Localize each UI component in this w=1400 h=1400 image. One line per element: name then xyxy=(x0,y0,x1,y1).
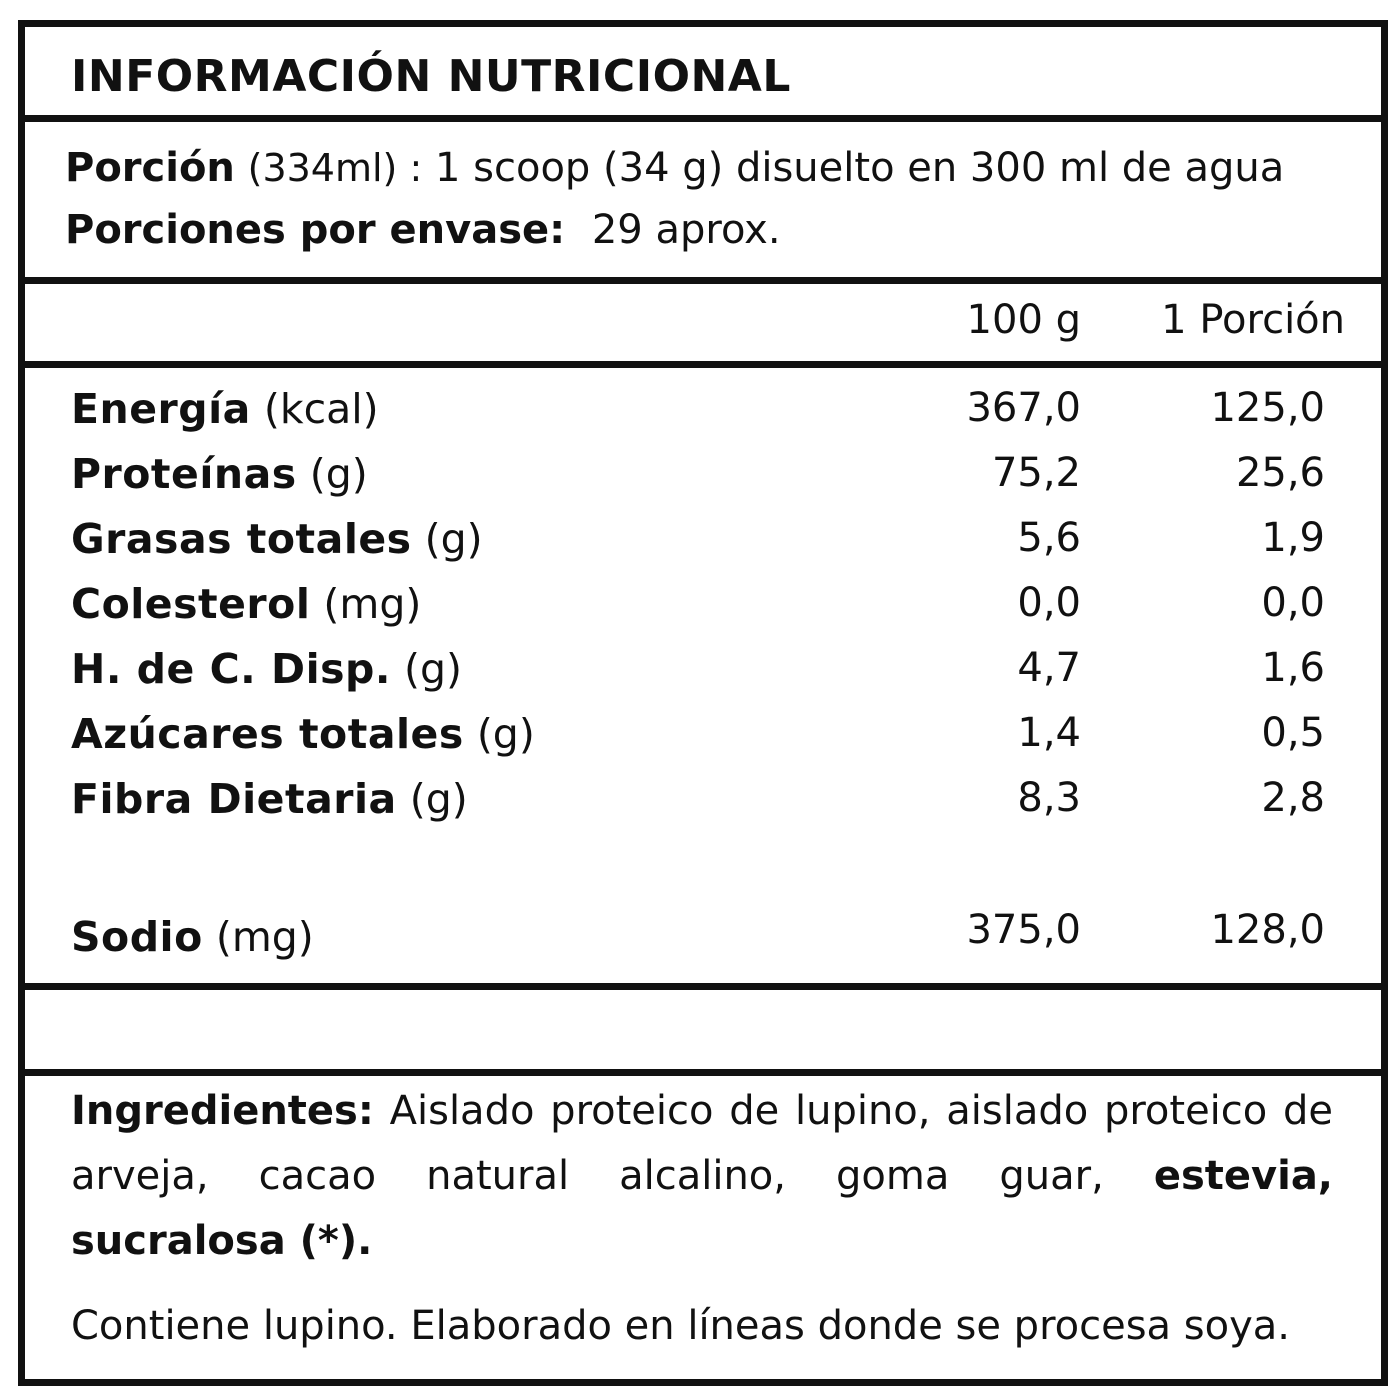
nutrient-unit: (g) xyxy=(409,775,468,823)
ingredients-label: Ingredientes: xyxy=(71,1088,374,1134)
nutrient-name: Grasas totales xyxy=(71,515,412,563)
nutrient-unit: (mg) xyxy=(323,580,422,628)
nutrient-unit: (mg) xyxy=(215,913,314,961)
servings-per-package xyxy=(65,207,781,253)
value-portion: 1,9 xyxy=(1261,515,1325,561)
ingredients-sweeteners: estevia, sucralosa (*). xyxy=(71,1153,1334,1264)
nutrition-label xyxy=(18,20,1388,1386)
nutrient-name: Colesterol xyxy=(71,580,311,628)
nutrient-unit: (g) xyxy=(404,645,463,693)
column-header-100g: 100 g xyxy=(966,297,1081,343)
value-100g: 8,3 xyxy=(1017,775,1081,821)
value-portion: 25,6 xyxy=(1235,450,1325,496)
column-header-portion: 1 Porción xyxy=(1161,297,1345,343)
ingredients-text xyxy=(71,1079,1333,1274)
nutrient-unit: (kcal) xyxy=(263,385,379,433)
serving-volume: (334ml) : xyxy=(247,146,423,190)
value-100g: 0,0 xyxy=(1017,580,1081,626)
nutrient-row-protein xyxy=(25,450,1381,510)
nutrient-name: Fibra Dietaria xyxy=(71,775,397,823)
value-100g: 5,6 xyxy=(1017,515,1081,561)
nutrient-row-energy xyxy=(25,385,1381,445)
nutrient-unit: (g) xyxy=(476,710,535,758)
value-portion: 0,0 xyxy=(1261,580,1325,626)
nutrient-name: Proteínas xyxy=(71,450,297,498)
nutrient-row-fiber xyxy=(25,775,1381,835)
nutrient-name: Energía xyxy=(71,385,251,433)
serving-size-label: Porción xyxy=(65,145,235,191)
value-100g: 4,7 xyxy=(1017,645,1081,691)
value-100g: 75,2 xyxy=(991,450,1081,496)
divider-serving xyxy=(25,277,1381,284)
divider-title xyxy=(25,115,1381,122)
nutrient-row-cholesterol xyxy=(25,580,1381,640)
nutrient-unit: (g) xyxy=(424,515,483,563)
servings-per-package-label: Porciones por envase: xyxy=(65,207,566,253)
ingredients-list: Aislado proteico de lupino, aislado proteico de arveja, cacao natural alcalino, goma guar, xyxy=(71,1088,1334,1199)
nutrient-row-sugars xyxy=(25,710,1381,770)
nutrient-name: Azúcares totales xyxy=(71,710,464,758)
value-portion: 0,5 xyxy=(1261,710,1325,756)
value-100g: 367,0 xyxy=(966,385,1081,431)
nutrient-unit: (g) xyxy=(309,450,368,498)
divider-blank-section xyxy=(25,1069,1381,1076)
label-title: INFORMACIÓN NUTRICIONAL xyxy=(71,51,791,102)
serving-size xyxy=(65,145,1284,191)
nutrient-row-sodium xyxy=(25,907,1381,967)
nutrient-name: H. de C. Disp. xyxy=(71,645,391,693)
allergen-note: Contiene lupino. Elaborado en líneas donde se procesa soya. xyxy=(71,1303,1290,1349)
value-100g: 1,4 xyxy=(1017,710,1081,756)
divider-nutrients xyxy=(25,983,1381,990)
value-portion: 2,8 xyxy=(1261,775,1325,821)
value-portion: 128,0 xyxy=(1210,907,1325,953)
nutrient-row-total-fat xyxy=(25,515,1381,575)
nutrient-row-carbohydrates xyxy=(25,645,1381,705)
value-portion: 1,6 xyxy=(1261,645,1325,691)
serving-size-value: 1 scoop (34 g) disuelto en 300 ml de agua xyxy=(434,145,1285,191)
nutrient-name: Sodio xyxy=(71,913,203,961)
value-100g: 375,0 xyxy=(966,907,1081,953)
divider-header xyxy=(25,361,1381,368)
value-portion: 125,0 xyxy=(1210,385,1325,431)
servings-per-package-value: 29 aprox. xyxy=(591,207,781,253)
